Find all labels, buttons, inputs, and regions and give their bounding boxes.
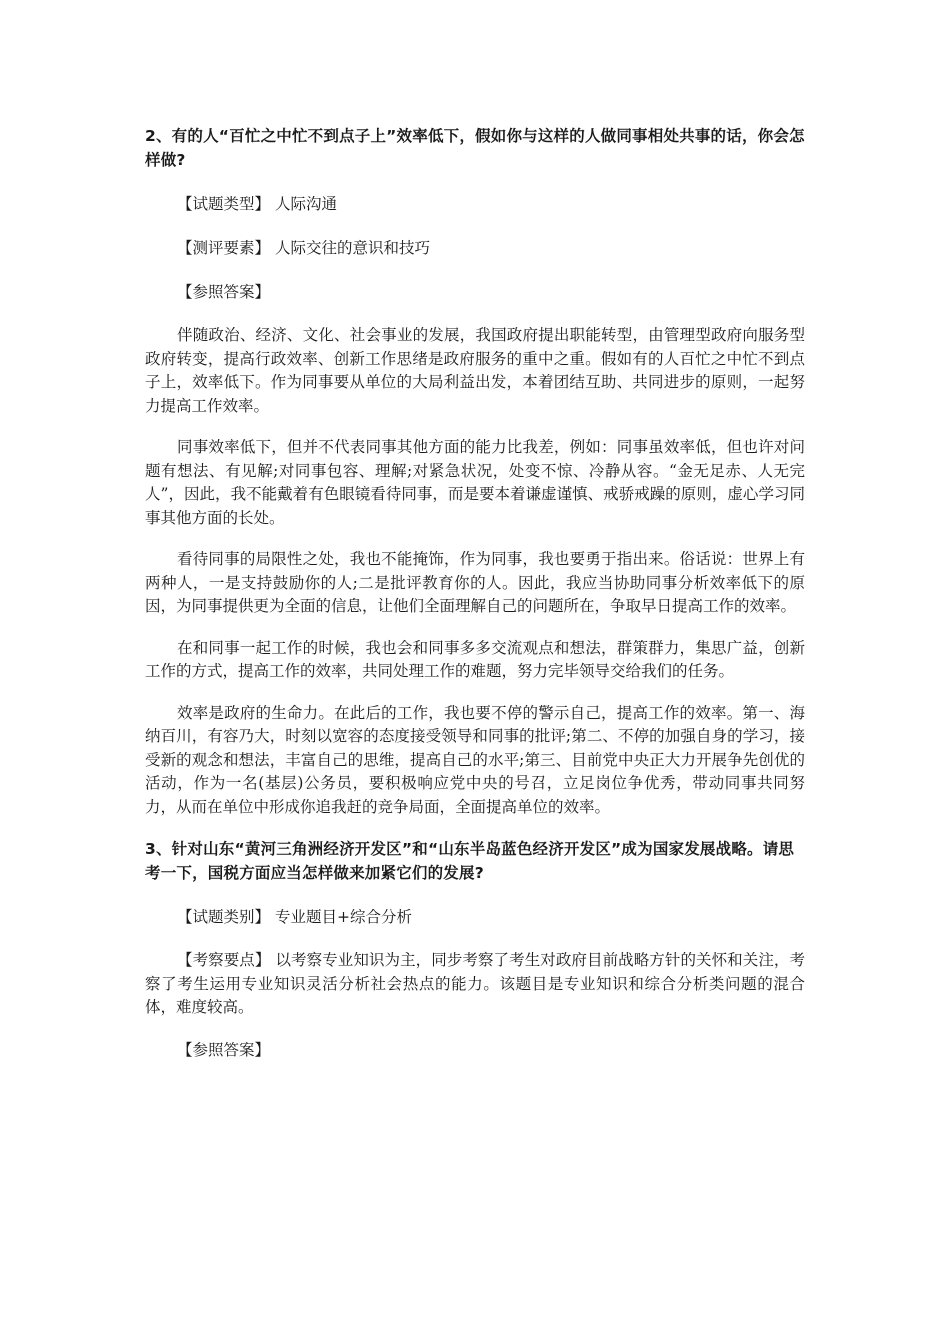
q3-type-row: [145, 905, 805, 929]
q2-answer-paragraph-4: 在和同事一起工作的时候，我也会和同事多多交流观点和想法，群策群力，集思广益，创新工作的方式，提高工作的效率，共同处理工作的难题，努力完毕领导交给我们的任务。: [145, 638, 805, 680]
q2-element-row: [145, 236, 805, 260]
q2-type-label: 【试题类型】: [177, 195, 271, 213]
question-3-title: 3、针对山东“黄河三角洲经济开发区”和“山东半岛蓝色经济开发区”成为国家发展战略。请思考一下，国税方面应当怎样做来加紧它们的发展?: [145, 840, 795, 882]
q3-type-label: 【试题类别】: [177, 908, 271, 926]
q3-point-value: 以考察专业知识为主，同步考察了考生对政府目前战略方针的关怀和关注，考察了考生运用专业知识灵活分析社会热点的能力。该题目是专业知识和综合分析类问题的混合体，难度较高。: [145, 951, 805, 1016]
q3-type-value: 专业题目+综合分析: [274, 908, 412, 926]
q2-answer-paragraph-2: 同事效率低下，但并不代表同事其他方面的能力比我差，例如：同事虽效率低，但也许对问题有想法、有见解;对同事包容、理解;对紧急状况，处变不惊、冷静从容。“金无足赤、人无完人”，因此，我不能戴着有色眼镜看待同事，而是要本着谦虚谨慎、戒骄戒躁的原则，虚心学习同事其他方面的长处。: [145, 438, 805, 527]
q2-element-label: 【测评要素】: [177, 239, 271, 257]
q3-point-label: 【考察要点】: [177, 951, 271, 969]
q2-answer-paragraph-5: 效率是政府的生命力。在此后的工作，我也要不停的警示自己，提高工作的效率。第一、海纳百川，有容乃大，时刻以宽容的态度接受领导和同事的批评;第二、不停的加强自身的学习，接受新的观念和想法，丰富自己的思维，提高自己的水平;第三、目前党中央正大力开展争先创优的活动，作为一名(基层)公务员，要积极响应党中央的号召，立足岗位争优秀，带动同事共同努力，从而在单位中形成你追我赶的竞争局面，全面提高单位的效率。: [145, 703, 805, 816]
q2-type-value: 人际沟通: [274, 195, 337, 213]
q2-answer-paragraph-1: 伴随政治、经济、文化、社会事业的发展，我国政府提出职能转型，由管理型政府向服务型政府转变，提高行政效率、创新工作思绪是政府服务的重中之重。假如有的人百忙之中忙不到点子上，效率低下。作为同事要从单位的大局利益出发，本着团结互助、共同进步的原则，一起努力提高工作效率。: [145, 326, 805, 415]
q2-answer-paragraph-3: 看待同事的局限性之处，我也不能掩饰，作为同事，我也要勇于指出来。俗话说：世界上有两种人，一是支持鼓励你的人;二是批评教育你的人。因此，我应当协助同事分析效率低下的原因，为同事提供更为全面的信息，让他们全面理解自己的问题所在，争取早日提高工作的效率。: [145, 550, 805, 615]
q3-answer-label: 【参照答案】: [177, 1040, 271, 1059]
question-2-title: 2、有的人“百忙之中忙不到点子上”效率低下，假如你与这样的人做同事相处共事的话，你会怎样做?: [145, 127, 805, 169]
document-content: [145, 124, 805, 1082]
q2-type-row: [145, 192, 805, 216]
q2-answer-label: 【参照答案】: [177, 283, 271, 301]
q2-element-value: 人际交往的意识和技巧: [274, 239, 430, 257]
q3-point-row: [145, 949, 805, 1020]
